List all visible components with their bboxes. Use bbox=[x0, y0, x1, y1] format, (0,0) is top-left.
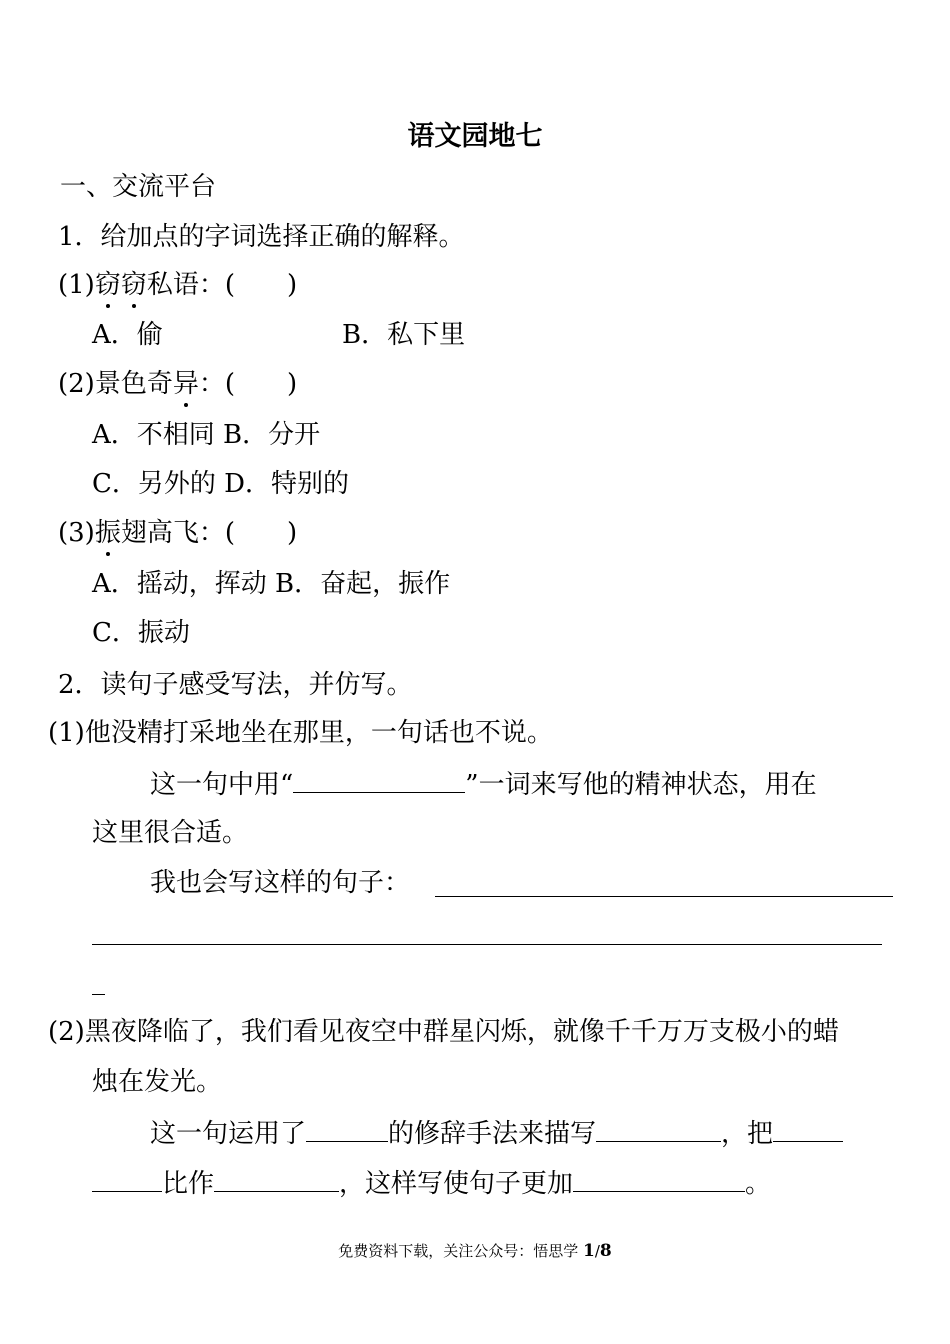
q1-3-option-c: C．振动 bbox=[92, 618, 190, 648]
page-total: 8 bbox=[599, 1241, 612, 1261]
answer-blank[interactable] bbox=[306, 1115, 388, 1142]
answer-line[interactable] bbox=[92, 944, 882, 945]
dotted-char: 窃 bbox=[120, 270, 147, 300]
q2-2-fill-line bbox=[150, 1115, 843, 1151]
question-1-1 bbox=[58, 268, 297, 302]
answer-blank[interactable] bbox=[773, 1115, 843, 1142]
q2-2-fill-f: 。 bbox=[745, 1169, 772, 1199]
answer-line[interactable] bbox=[92, 994, 105, 995]
question-1-3 bbox=[58, 516, 297, 550]
q2-1-fill-line bbox=[150, 766, 817, 802]
q2-2-fill-e: ，这样写使句子更加 bbox=[339, 1169, 574, 1199]
dotted-char: 异 bbox=[172, 369, 199, 399]
q2-2-fill-c: ，把 bbox=[721, 1119, 774, 1149]
q2-2-sentence bbox=[48, 1015, 839, 1049]
footer-text: 免费资料下载，关注公众号：悟思学 bbox=[338, 1242, 579, 1260]
question-1-stem: 1．给加点的字词选择正确的解释。 bbox=[58, 222, 465, 252]
q2-2-text: 黑夜降临了，我们看见夜空中群星闪烁，就像千千万万支极小的蜡 bbox=[84, 1017, 839, 1047]
page-footer bbox=[0, 1241, 950, 1261]
q2-2-prefix: (2) bbox=[48, 1017, 85, 1047]
q2-2-sentence-cont: 烛在发光。 bbox=[92, 1067, 223, 1097]
dotted-char: 振 bbox=[94, 518, 121, 548]
q2-1-sentence bbox=[48, 716, 553, 750]
q1-3-options-ab: A．摇动，挥动 B．奋起，振作 bbox=[92, 569, 451, 599]
answer-blank[interactable] bbox=[573, 1165, 745, 1192]
q2-2-fill-d: 比作 bbox=[162, 1169, 215, 1199]
q1-2-options-cd: C．另外的 D．特别的 bbox=[92, 469, 350, 499]
dotted-char: 窃 bbox=[94, 270, 121, 300]
q1-2-options-ab: A．不相同 B．分开 bbox=[92, 420, 321, 450]
q2-1-fill-a: 这一句中用“ bbox=[150, 770, 294, 800]
q1-1-rest: 私语：( ) bbox=[146, 270, 298, 300]
page-number: 1 bbox=[583, 1241, 595, 1261]
q2-1-fill-cont: 这里很合适。 bbox=[92, 818, 249, 848]
q1-2-rest: ：( ) bbox=[198, 369, 298, 399]
q2-1-fill-b: ”一词来写他的精神状态，用在 bbox=[465, 770, 817, 800]
q2-2-fill-b: 的修辞手法来描写 bbox=[388, 1119, 597, 1149]
answer-blank[interactable] bbox=[214, 1165, 339, 1192]
answer-line[interactable] bbox=[435, 896, 893, 897]
question-2-stem: 2．读句子感受写法，并仿写。 bbox=[58, 670, 413, 700]
q1-1-option-b: B．私下里 bbox=[342, 320, 466, 350]
q2-2-fill-a: 这一句运用了 bbox=[150, 1119, 307, 1149]
question-1-2 bbox=[58, 367, 297, 401]
section-heading: 一、交流平台 bbox=[60, 172, 217, 202]
answer-blank[interactable] bbox=[293, 766, 465, 793]
q2-1-text: 他没精打采地坐在那里，一句话也不说。 bbox=[84, 718, 553, 748]
answer-blank[interactable] bbox=[596, 1115, 721, 1142]
q1-3-prefix: (3) bbox=[58, 518, 95, 548]
q1-2-prefix: (2)景色奇 bbox=[58, 369, 173, 399]
q2-1-imitate-label: 我也会写这样的句子： bbox=[150, 868, 411, 898]
q2-2-fill-cont bbox=[92, 1165, 771, 1201]
answer-blank[interactable] bbox=[92, 1165, 162, 1192]
page-separator: / bbox=[594, 1242, 600, 1260]
q1-3-rest: 翅高飞：( ) bbox=[120, 518, 298, 548]
page-title: 语文园地七 bbox=[407, 121, 543, 152]
q1-1-option-a: A．偷 bbox=[92, 320, 163, 350]
q1-1-prefix: (1) bbox=[58, 270, 95, 300]
q2-1-prefix: (1) bbox=[48, 718, 85, 748]
